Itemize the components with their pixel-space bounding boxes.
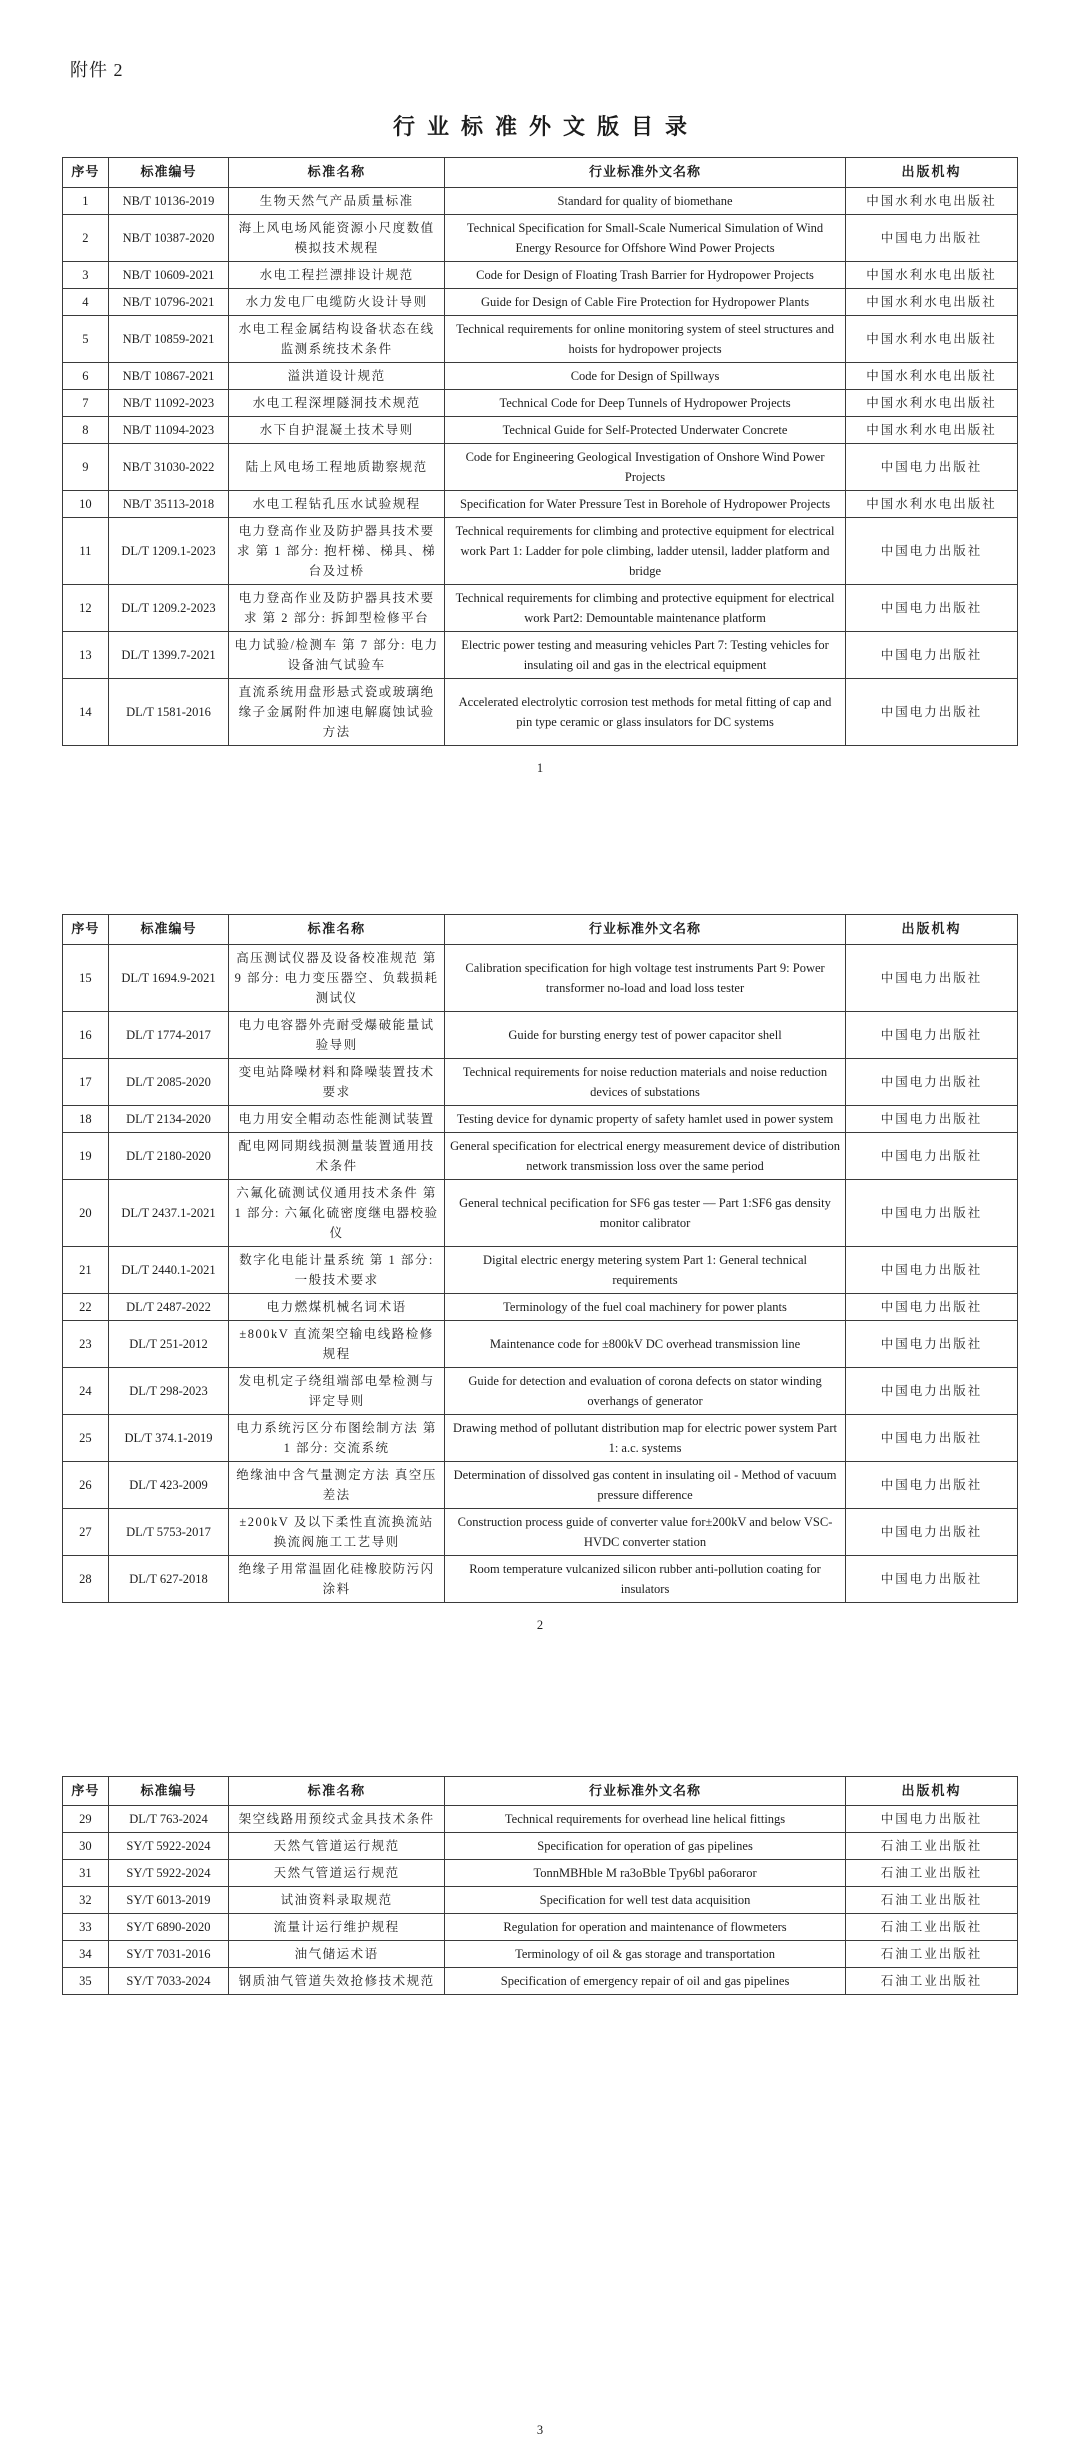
cell-no: 2 [63, 214, 109, 261]
cell-name_zh: 钢质油气管道失效抢修技术规范 [229, 1968, 445, 1995]
cell-no: 31 [63, 1860, 109, 1887]
cell-name_en: Technical requirements for overhead line helical fittings [444, 1806, 845, 1833]
cell-name_en: Technical Specification for Small-Scale Numerical Simulation of Wind Energy Resource for Offshore Wind Power Projects [444, 214, 845, 261]
cell-publisher: 石油工业出版社 [846, 1887, 1018, 1914]
cell-name_zh: 溢洪道设计规范 [229, 362, 445, 389]
cell-name_en: Technical requirements for climbing and protective equipment for electrical work Part2: Demountable maintenance platform [444, 584, 845, 631]
table-row [63, 678, 1018, 745]
cell-name_en: General technical pecification for SF6 gas tester — Part 1:SF6 gas density monitor calibrator [444, 1179, 845, 1246]
cell-code: NB/T 11094-2023 [108, 416, 228, 443]
cell-name_en: Digital electric energy metering system Part 1: General technical requirements [444, 1246, 845, 1293]
cell-code: DL/T 2440.1-2021 [108, 1246, 228, 1293]
cell-code: DL/T 423-2009 [108, 1461, 228, 1508]
cell-name_en: Calibration specification for high voltage test instruments Part 9: Power transformer no-load and load loss tester [444, 944, 845, 1011]
attachment-label: 附件 2 [70, 60, 124, 80]
page-number-2: 2 [536, 1617, 544, 1632]
cell-name_en: TonnMBHble M ra3oBble Tpy6bl pa6oraror [444, 1860, 845, 1887]
table-row [63, 1914, 1018, 1941]
cell-no: 11 [63, 517, 109, 584]
table-row [63, 1833, 1018, 1860]
column-header-name_zh: 标准名称 [229, 914, 445, 944]
table-row [63, 1105, 1018, 1132]
cell-no: 24 [63, 1367, 109, 1414]
table-row [63, 584, 1018, 631]
cell-publisher: 中国水利水电出版社 [846, 315, 1018, 362]
page-number-3: 3 [536, 2423, 544, 2438]
cell-publisher: 中国电力出版社 [846, 584, 1018, 631]
cell-code: NB/T 10796-2021 [108, 288, 228, 315]
cell-publisher: 中国水利水电出版社 [846, 187, 1018, 214]
cell-name_en: Code for Design of Floating Trash Barrier for Hydropower Projects [444, 261, 845, 288]
table-row [63, 1293, 1018, 1320]
table-row [63, 288, 1018, 315]
table-row [63, 1461, 1018, 1508]
column-header-name_zh: 标准名称 [229, 1776, 445, 1806]
page-section-2 [62, 914, 1018, 1633]
cell-name_en: Terminology of oil & gas storage and transportation [444, 1941, 845, 1968]
cell-name_zh: 数字化电能计量系统 第 1 部分: 一般技术要求 [229, 1246, 445, 1293]
cell-name_zh: 电力用安全帽动态性能测试装置 [229, 1105, 445, 1132]
standards-table-page-2 [62, 914, 1018, 1603]
cell-code: DL/T 2134-2020 [108, 1105, 228, 1132]
cell-publisher: 中国电力出版社 [846, 1105, 1018, 1132]
cell-name_zh: ±800kV 直流架空输电线路检修规程 [229, 1320, 445, 1367]
cell-name_zh: 绝缘油中含气量测定方法 真空压差法 [229, 1461, 445, 1508]
cell-name_zh: 试油资料录取规范 [229, 1887, 445, 1914]
table-row [63, 261, 1018, 288]
column-header-no: 序号 [63, 158, 109, 188]
cell-name_en: Electric power testing and measuring vehicles Part 7: Testing vehicles for insulating oil and gas in the electrical equipment [444, 631, 845, 678]
cell-code: SY/T 6013-2019 [108, 1887, 228, 1914]
table-row [63, 1132, 1018, 1179]
cell-code: DL/T 2180-2020 [108, 1132, 228, 1179]
cell-code: DL/T 1209.2-2023 [108, 584, 228, 631]
table-row [63, 1555, 1018, 1602]
table-row [63, 1806, 1018, 1833]
cell-name_zh: 直流系统用盘形悬式瓷或玻璃绝缘子金属附件加速电解腐蚀试验方法 [229, 678, 445, 745]
table-row [63, 490, 1018, 517]
cell-name_zh: 变电站降噪材料和降噪装置技术要求 [229, 1058, 445, 1105]
cell-code: DL/T 627-2018 [108, 1555, 228, 1602]
cell-publisher: 中国电力出版社 [846, 1555, 1018, 1602]
cell-name_zh: 海上风电场风能资源小尺度数值模拟技术规程 [229, 214, 445, 261]
cell-code: NB/T 31030-2022 [108, 443, 228, 490]
cell-publisher: 中国电力出版社 [846, 517, 1018, 584]
table-row [63, 1320, 1018, 1367]
cell-name_zh: 水下自护混凝土技术导则 [229, 416, 445, 443]
cell-code: DL/T 1399.7-2021 [108, 631, 228, 678]
table-row [63, 1508, 1018, 1555]
cell-no: 14 [63, 678, 109, 745]
column-header-name_en: 行业标准外文名称 [444, 1776, 845, 1806]
cell-code: NB/T 10609-2021 [108, 261, 228, 288]
table-row [63, 944, 1018, 1011]
cell-no: 19 [63, 1132, 109, 1179]
cell-name_en: Specification of emergency repair of oil and gas pipelines [444, 1968, 845, 1995]
cell-name_en: Testing device for dynamic property of safety hamlet used in power system [444, 1105, 845, 1132]
cell-name_zh: 高压测试仪器及设备校准规范 第 9 部分: 电力变压器空、负载损耗测试仪 [229, 944, 445, 1011]
cell-name_en: Accelerated electrolytic corrosion test methods for metal fitting of cap and pin type ceramic or glass insulators for DC systems [444, 678, 845, 745]
cell-publisher: 石油工业出版社 [846, 1833, 1018, 1860]
cell-name_zh: 发电机定子绕组端部电晕检测与评定导则 [229, 1367, 445, 1414]
cell-name_zh: ±200kV 及以下柔性直流换流站换流阀施工工艺导则 [229, 1508, 445, 1555]
cell-publisher: 中国电力出版社 [846, 1461, 1018, 1508]
cell-no: 26 [63, 1461, 109, 1508]
standards-table-page-1 [62, 157, 1018, 746]
cell-name_zh: 六氟化硫测试仪通用技术条件 第 1 部分: 六氟化硫密度继电器校验仪 [229, 1179, 445, 1246]
cell-code: DL/T 2487-2022 [108, 1293, 228, 1320]
cell-publisher: 中国水利水电出版社 [846, 362, 1018, 389]
cell-name_zh: 陆上风电场工程地质勘察规范 [229, 443, 445, 490]
cell-publisher: 石油工业出版社 [846, 1968, 1018, 1995]
table-row [63, 1414, 1018, 1461]
cell-name_en: Regulation for operation and maintenance of flowmeters [444, 1914, 845, 1941]
cell-no: 34 [63, 1941, 109, 1968]
cell-publisher: 石油工业出版社 [846, 1914, 1018, 1941]
column-header-code: 标准编号 [108, 1776, 228, 1806]
cell-name_en: Technical requirements for noise reduction materials and noise reduction devices of substations [444, 1058, 845, 1105]
cell-publisher: 中国水利水电出版社 [846, 261, 1018, 288]
column-header-publisher: 出版机构 [846, 158, 1018, 188]
cell-code: DL/T 1774-2017 [108, 1011, 228, 1058]
column-header-name_zh: 标准名称 [229, 158, 445, 188]
cell-no: 21 [63, 1246, 109, 1293]
cell-name_en: Specification for Water Pressure Test in Borehole of Hydropower Projects [444, 490, 845, 517]
cell-no: 29 [63, 1806, 109, 1833]
page-number-1: 1 [536, 760, 544, 775]
cell-publisher: 中国电力出版社 [846, 631, 1018, 678]
cell-no: 15 [63, 944, 109, 1011]
cell-no: 13 [63, 631, 109, 678]
cell-publisher: 中国电力出版社 [846, 214, 1018, 261]
cell-name_en: Specification for operation of gas pipelines [444, 1833, 845, 1860]
cell-name_zh: 油气储运术语 [229, 1941, 445, 1968]
cell-name_en: General specification for electrical energy measurement device of distribution network transmission loss over the same period [444, 1132, 845, 1179]
table-row [63, 1860, 1018, 1887]
cell-name_zh: 架空线路用预绞式金具技术条件 [229, 1806, 445, 1833]
cell-publisher: 中国水利水电出版社 [846, 490, 1018, 517]
cell-publisher: 中国电力出版社 [846, 1508, 1018, 1555]
cell-code: NB/T 35113-2018 [108, 490, 228, 517]
cell-code: DL/T 251-2012 [108, 1320, 228, 1367]
standards-table-page-3 [62, 1776, 1018, 1996]
table-row [63, 631, 1018, 678]
table-row [63, 1367, 1018, 1414]
cell-publisher: 中国电力出版社 [846, 1414, 1018, 1461]
cell-no: 12 [63, 584, 109, 631]
cell-name_en: Technical Guide for Self-Protected Underwater Concrete [444, 416, 845, 443]
header-row [63, 1776, 1018, 1806]
cell-publisher: 中国电力出版社 [846, 944, 1018, 1011]
column-header-name_en: 行业标准外文名称 [444, 914, 845, 944]
cell-name_en: Technical Code for Deep Tunnels of Hydropower Projects [444, 389, 845, 416]
cell-code: SY/T 5922-2024 [108, 1833, 228, 1860]
cell-name_en: Maintenance code for ±800kV DC overhead transmission line [444, 1320, 845, 1367]
cell-publisher: 中国水利水电出版社 [846, 389, 1018, 416]
cell-name_zh: 电力登高作业及防护器具技术要求 第 2 部分: 拆卸型检修平台 [229, 584, 445, 631]
cell-name_en: Construction process guide of converter value for±200kV and below VSC-HVDC converter station [444, 1508, 845, 1555]
cell-code: NB/T 10859-2021 [108, 315, 228, 362]
cell-code: DL/T 1209.1-2023 [108, 517, 228, 584]
cell-publisher: 中国电力出版社 [846, 1320, 1018, 1367]
cell-name_en: Guide for bursting energy test of power capacitor shell [444, 1011, 845, 1058]
cell-code: SY/T 7031-2016 [108, 1941, 228, 1968]
column-header-no: 序号 [63, 914, 109, 944]
column-header-name_en: 行业标准外文名称 [444, 158, 845, 188]
cell-no: 20 [63, 1179, 109, 1246]
cell-no: 6 [63, 362, 109, 389]
cell-code: NB/T 11092-2023 [108, 389, 228, 416]
cell-no: 23 [63, 1320, 109, 1367]
cell-name_zh: 电力系统污区分布图绘制方法 第 1 部分: 交流系统 [229, 1414, 445, 1461]
cell-name_en: Drawing method of pollutant distribution map for electric power system Part 1: a.c. systems [444, 1414, 845, 1461]
table-row [63, 362, 1018, 389]
cell-publisher: 中国电力出版社 [846, 1011, 1018, 1058]
cell-publisher: 中国电力出版社 [846, 1179, 1018, 1246]
cell-publisher: 石油工业出版社 [846, 1941, 1018, 1968]
cell-name_zh: 绝缘子用常温固化硅橡胶防污闪涂料 [229, 1555, 445, 1602]
cell-no: 18 [63, 1105, 109, 1132]
cell-publisher: 中国电力出版社 [846, 1132, 1018, 1179]
cell-code: NB/T 10136-2019 [108, 187, 228, 214]
cell-no: 25 [63, 1414, 109, 1461]
cell-no: 10 [63, 490, 109, 517]
table-row [63, 389, 1018, 416]
table-row [63, 1887, 1018, 1914]
table-row [63, 1058, 1018, 1105]
table-row [63, 517, 1018, 584]
page-section-1 [62, 157, 1018, 776]
cell-name_en: Standard for quality of biomethane [444, 187, 845, 214]
cell-name_zh: 天然气管道运行规范 [229, 1833, 445, 1860]
cell-code: DL/T 1581-2016 [108, 678, 228, 745]
column-header-publisher: 出版机构 [846, 1776, 1018, 1806]
page-section-3 [62, 1776, 1018, 2438]
cell-name_zh: 电力试验/检测车 第 7 部分: 电力设备油气试验车 [229, 631, 445, 678]
cell-name_zh: 水电工程金属结构设备状态在线监测系统技术条件 [229, 315, 445, 362]
table-row [63, 1246, 1018, 1293]
table-row [63, 1968, 1018, 1995]
cell-publisher: 中国电力出版社 [846, 443, 1018, 490]
cell-code: DL/T 2085-2020 [108, 1058, 228, 1105]
header-row [63, 158, 1018, 188]
cell-code: SY/T 6890-2020 [108, 1914, 228, 1941]
cell-no: 5 [63, 315, 109, 362]
cell-no: 9 [63, 443, 109, 490]
cell-name_en: Guide for detection and evaluation of corona defects on stator winding overhangs of generator [444, 1367, 845, 1414]
cell-publisher: 中国电力出版社 [846, 1058, 1018, 1105]
cell-no: 30 [63, 1833, 109, 1860]
cell-name_en: Specification for well test data acquisition [444, 1887, 845, 1914]
column-header-publisher: 出版机构 [846, 914, 1018, 944]
table-row [63, 1941, 1018, 1968]
cell-no: 35 [63, 1968, 109, 1995]
cell-name_zh: 天然气管道运行规范 [229, 1860, 445, 1887]
cell-code: DL/T 374.1-2019 [108, 1414, 228, 1461]
cell-no: 28 [63, 1555, 109, 1602]
cell-name_zh: 电力登高作业及防护器具技术要求 第 1 部分: 抱杆梯、梯具、梯台及过桥 [229, 517, 445, 584]
table-row [63, 1179, 1018, 1246]
cell-name_zh: 水电工程拦漂排设计规范 [229, 261, 445, 288]
cell-publisher: 中国电力出版社 [846, 1806, 1018, 1833]
cell-no: 22 [63, 1293, 109, 1320]
cell-no: 33 [63, 1914, 109, 1941]
cell-name_en: Room temperature vulcanized silicon rubber anti-pollution coating for insulators [444, 1555, 845, 1602]
cell-publisher: 中国电力出版社 [846, 678, 1018, 745]
cell-code: NB/T 10387-2020 [108, 214, 228, 261]
cell-publisher: 中国电力出版社 [846, 1293, 1018, 1320]
table-row [63, 214, 1018, 261]
cell-code: DL/T 2437.1-2021 [108, 1179, 228, 1246]
column-header-no: 序号 [63, 1776, 109, 1806]
cell-name_en: Guide for Design of Cable Fire Protection for Hydropower Plants [444, 288, 845, 315]
cell-no: 4 [63, 288, 109, 315]
cell-code: DL/T 763-2024 [108, 1806, 228, 1833]
cell-publisher: 中国水利水电出版社 [846, 416, 1018, 443]
cell-code: NB/T 10867-2021 [108, 362, 228, 389]
table-row [63, 443, 1018, 490]
column-header-code: 标准编号 [108, 158, 228, 188]
cell-publisher: 石油工业出版社 [846, 1860, 1018, 1887]
column-header-code: 标准编号 [108, 914, 228, 944]
cell-name_zh: 配电网同期线损测量装置通用技术条件 [229, 1132, 445, 1179]
cell-name_zh: 水电工程深埋隧洞技术规范 [229, 389, 445, 416]
cell-name_zh: 电力电容器外壳耐受爆破能量试验导则 [229, 1011, 445, 1058]
cell-name_zh: 水力发电厂电缆防火设计导则 [229, 288, 445, 315]
cell-name_zh: 流量计运行维护规程 [229, 1914, 445, 1941]
table-row [63, 1011, 1018, 1058]
cell-no: 1 [63, 187, 109, 214]
cell-publisher: 中国电力出版社 [846, 1246, 1018, 1293]
cell-no: 7 [63, 389, 109, 416]
cell-no: 32 [63, 1887, 109, 1914]
cell-code: SY/T 5922-2024 [108, 1860, 228, 1887]
cell-name_zh: 水电工程钻孔压水试验规程 [229, 490, 445, 517]
cell-name_zh: 电力燃煤机械名词术语 [229, 1293, 445, 1320]
cell-no: 8 [63, 416, 109, 443]
cell-name_en: Code for Engineering Geological Investigation of Onshore Wind Power Projects [444, 443, 845, 490]
cell-no: 17 [63, 1058, 109, 1105]
document-title: 行业标准外文版目录 [392, 114, 699, 139]
cell-name_en: Determination of dissolved gas content in insulating oil - Method of vacuum pressure difference [444, 1461, 845, 1508]
cell-name_en: Code for Design of Spillways [444, 362, 845, 389]
cell-publisher: 中国电力出版社 [846, 1367, 1018, 1414]
cell-code: DL/T 5753-2017 [108, 1508, 228, 1555]
cell-code: SY/T 7033-2024 [108, 1968, 228, 1995]
cell-code: DL/T 298-2023 [108, 1367, 228, 1414]
cell-name_en: Terminology of the fuel coal machinery for power plants [444, 1293, 845, 1320]
cell-no: 16 [63, 1011, 109, 1058]
table-row [63, 315, 1018, 362]
cell-name_en: Technical requirements for climbing and protective equipment for electrical work Part 1: Ladder for pole climbing, ladder utensil, ladder platform and bridge [444, 517, 845, 584]
table-row [63, 416, 1018, 443]
cell-code: DL/T 1694.9-2021 [108, 944, 228, 1011]
cell-no: 3 [63, 261, 109, 288]
header-row [63, 914, 1018, 944]
table-row [63, 187, 1018, 214]
cell-name_en: Technical requirements for online monitoring system of steel structures and hoists for hydropower projects [444, 315, 845, 362]
cell-name_zh: 生物天然气产品质量标准 [229, 187, 445, 214]
cell-publisher: 中国水利水电出版社 [846, 288, 1018, 315]
cell-no: 27 [63, 1508, 109, 1555]
